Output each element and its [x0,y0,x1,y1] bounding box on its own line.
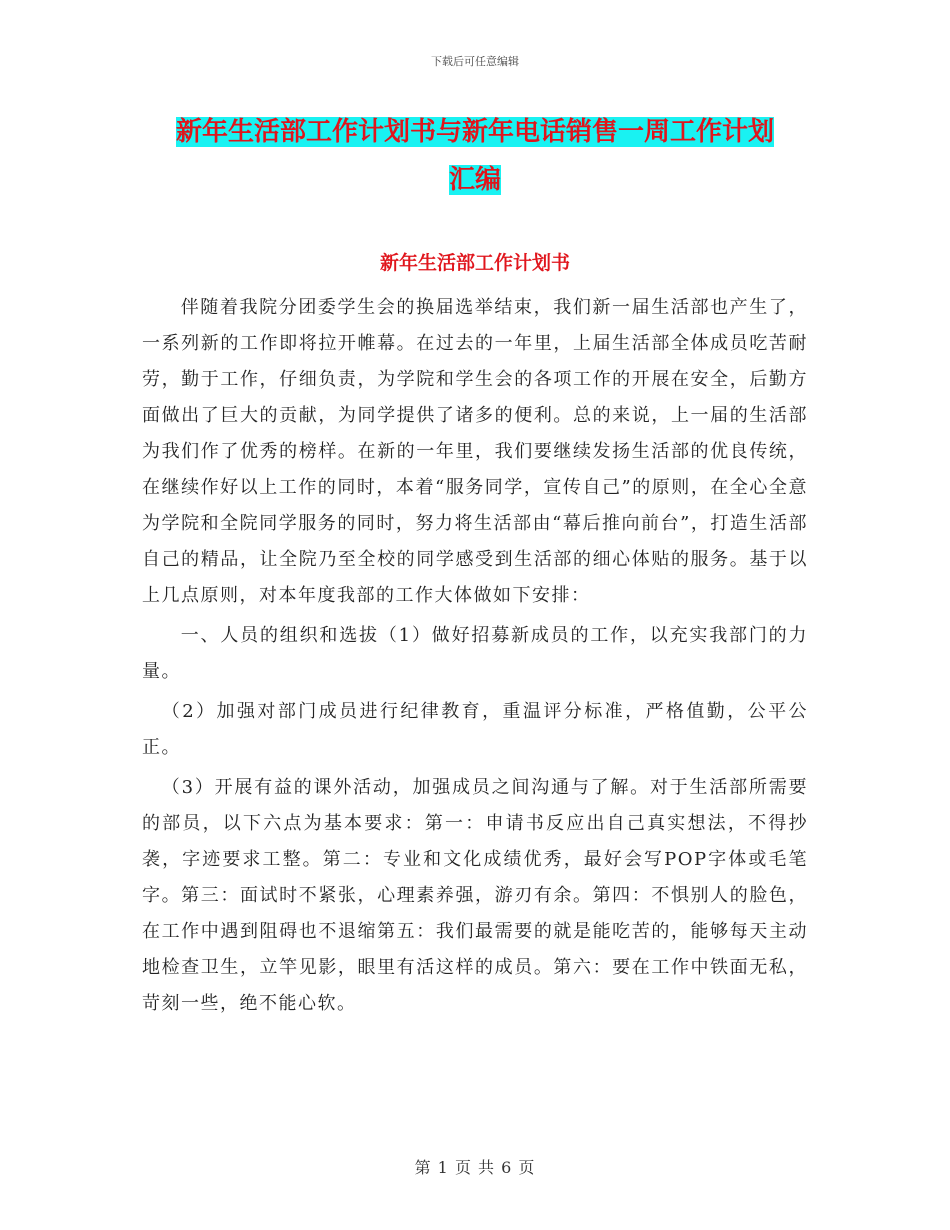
paragraph-activities: （3）开展有益的课外活动，加强成员之间沟通与了解。对于生活部所需要的部员，以下六点为基本要求：第一：申请书反应出自己真实想法，不得抄袭，字迹要求工整。第二：专业和文化成绩优秀，最好会写POP字体或毛笔字。第三：面试时不紧张，心理素养强，游刃有余。第四：不惧别人的脸色，在工作中遇到阻碍也不退缩第五：我们最需要的就是能吃苦的，能够每天主动地检查卫生，立竿见影，眼里有活这样的成员。第六：要在工作中铁面无私，苛刻一些，绝不能心软。 [142,777,808,1014]
section-title: 新年生活部工作计划书 [379,252,570,274]
header-note: 下载后可任意编辑 [431,55,519,68]
document-title [140,108,810,204]
paragraph-discipline: （2）加强对部门成员进行纪律教育，重温评分标准，严格值勤，公平公正。 [142,701,808,758]
paragraph-intro: 伴随着我院分团委学生会的换届选举结束，我们新一届生活部也产生了，一系列新的工作即将拉开帷幕。在过去的一年里，上届生活部全体成员吃苦耐劳，勤于工作，仔细负责，为学院和学生会的各项工作的开展在安全，后勤方面做出了巨大的贡献，为同学提供了诸多的便利。总的来说，上一届的生活部为我们作了优秀的榜样。在新的一年里，我们要继续发扬生活部的优良传统，在继续作好以上工作的同时，本着“服务同学，宣传自己”的原则，在全心全意为学院和全院同学服务的同时，努力将生活部由“幕后推向前台”，打造生活部自己的精品，让全院乃至全校的同学感受到生活部的细心体贴的服务。基于以上几点原则，对本年度我部的工作大体做如下安排： [142,297,808,606]
document-title-line1: 新年生活部工作计划书与新年电话销售一周工作计划 [175,117,774,147]
page-footer: 第 1 页 共 6 页 [414,1158,536,1177]
document-title-line2: 汇编 [448,165,501,195]
body-text [142,290,808,1022]
paragraph-personnel: 一、人员的组织和选拔（1）做好招募新成员的工作，以充实我部门的力量。 [142,625,808,682]
